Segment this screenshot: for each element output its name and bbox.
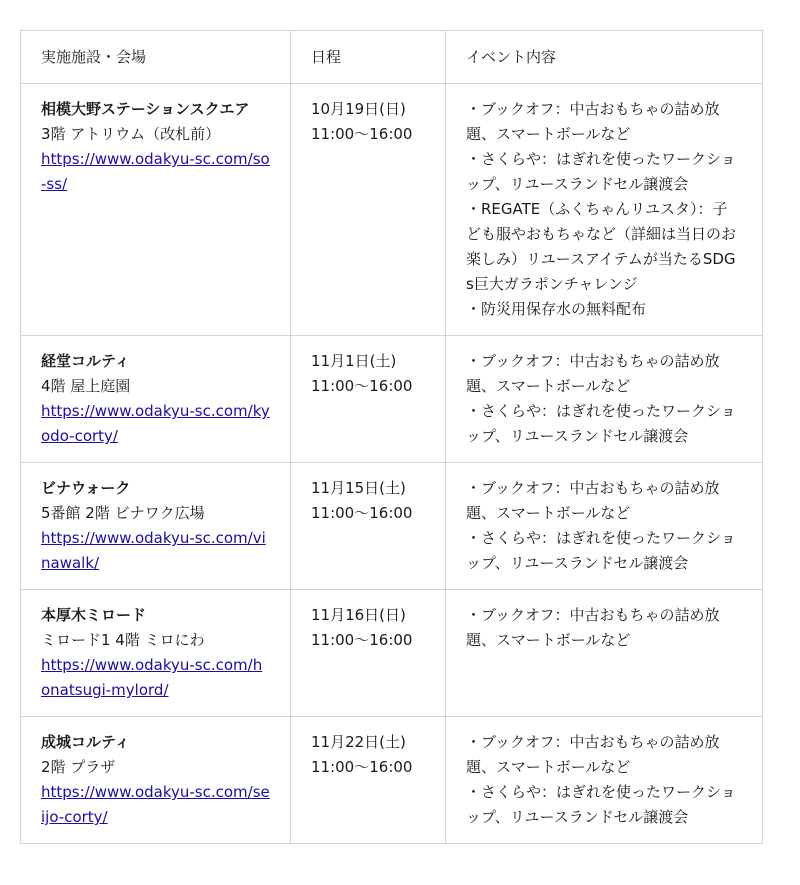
event-content-cell [446, 336, 763, 463]
event-item: ・さくらや：はぎれを使ったワークショップ、リユースランドセル譲渡会 [466, 150, 736, 193]
event-item: ・ブックオフ：中古おもちゃの詰め放題、スマートボールなど [466, 479, 720, 522]
event-content-cell [446, 463, 763, 590]
event-item: ・REGATE（ふくちゃんリユスタ）：子ども服やおもちゃなど（詳細は当日のお楽しみ）リユースアイテムが当たるSDGs巨大ガラポンチャレンジ [466, 200, 737, 293]
venue-cell [21, 463, 291, 590]
venue-cell [21, 336, 291, 463]
venue-link[interactable]: https://www.odakyu-sc.com/vinawalk/ [41, 529, 266, 572]
venue-name: 本厚木ミロード [41, 606, 147, 624]
event-time: 11:00〜16:00 [311, 758, 413, 776]
event-date: 11月1日(土) [311, 352, 397, 370]
event-item: ・ブックオフ：中古おもちゃの詰め放題、スマートボールなど [466, 100, 720, 143]
venue-location: 4階 屋上庭園 [41, 377, 131, 395]
venue-cell [21, 590, 291, 717]
header-date: 日程 [291, 31, 446, 84]
header-venue: 実施施設・会場 [21, 31, 291, 84]
venue-location: 2階 プラザ [41, 758, 116, 776]
venue-link[interactable]: https://www.odakyu-sc.com/honatsugi-mylord/ [41, 656, 263, 699]
event-content-cell [446, 84, 763, 336]
table-row [21, 717, 763, 844]
venue-link[interactable]: https://www.odakyu-sc.com/so-ss/ [41, 150, 270, 193]
venue-name: 成城コルティ [41, 733, 130, 751]
event-item: ・ブックオフ：中古おもちゃの詰め放題、スマートボールなど [466, 606, 720, 649]
date-cell [291, 84, 446, 336]
table-row [21, 590, 763, 717]
venue-location: ミロード1 4階 ミロにわ [41, 631, 205, 649]
venue-name: ビナウォーク [41, 479, 131, 497]
date-cell [291, 717, 446, 844]
date-cell [291, 463, 446, 590]
event-item: ・さくらや：はぎれを使ったワークショップ、リユースランドセル譲渡会 [466, 783, 736, 826]
event-content-cell [446, 590, 763, 717]
event-item: ・ブックオフ：中古おもちゃの詰め放題、スマートボールなど [466, 352, 720, 395]
event-item: ・さくらや：はぎれを使ったワークショップ、リユースランドセル譲渡会 [466, 529, 736, 572]
venue-name: 相模大野ステーションスクエア [41, 100, 250, 118]
venue-cell [21, 84, 291, 336]
event-item: ・さくらや：はぎれを使ったワークショップ、リユースランドセル譲渡会 [466, 402, 736, 445]
table-row [21, 463, 763, 590]
event-item: ・ブックオフ：中古おもちゃの詰め放題、スマートボールなど [466, 733, 720, 776]
event-time: 11:00〜16:00 [311, 504, 413, 522]
date-cell [291, 336, 446, 463]
event-date: 11月22日(土) [311, 733, 406, 751]
header-event-content: イベント内容 [446, 31, 763, 84]
event-schedule-table [20, 30, 763, 844]
venue-link[interactable]: https://www.odakyu-sc.com/kyodo-corty/ [41, 402, 270, 445]
table-row [21, 84, 763, 336]
venue-link[interactable]: https://www.odakyu-sc.com/seijo-corty/ [41, 783, 270, 826]
venue-location: 3階 アトリウム（改札前） [41, 125, 221, 143]
venue-location: 5番館 2階 ビナワク広場 [41, 504, 205, 522]
event-item: ・防災用保存水の無料配布 [466, 300, 647, 318]
event-date: 10月19日(日) [311, 100, 406, 118]
event-date: 11月15日(土) [311, 479, 406, 497]
table-row [21, 336, 763, 463]
table-header-row [21, 31, 763, 84]
event-time: 11:00〜16:00 [311, 125, 413, 143]
event-date: 11月16日(日) [311, 606, 406, 624]
venue-name: 経堂コルティ [41, 352, 130, 370]
date-cell [291, 590, 446, 717]
event-time: 11:00〜16:00 [311, 631, 413, 649]
event-content-cell [446, 717, 763, 844]
event-time: 11:00〜16:00 [311, 377, 413, 395]
venue-cell [21, 717, 291, 844]
